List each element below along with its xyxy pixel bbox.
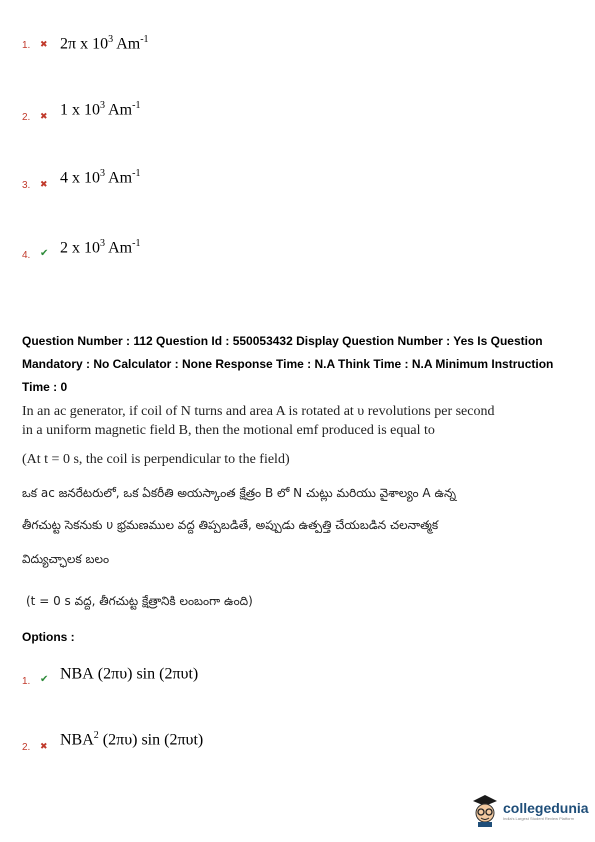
question-info-line: Time : 0 bbox=[22, 380, 68, 394]
prev-option-3 bbox=[22, 168, 140, 191]
question-info-line: Question Number : 112 Question Id : 550053432 Display Question Number : Yes Is Question bbox=[22, 334, 543, 348]
logo-name: collegedunia bbox=[503, 799, 589, 816]
option-1 bbox=[22, 664, 198, 687]
question-text-en bbox=[22, 402, 495, 469]
check-icon: ✔ bbox=[40, 674, 49, 685]
option-expression: 1 x $10^3$ $Am^{-1}$ bbox=[60, 100, 141, 119]
question-line: (At t = 0 s, the coil is perpendicular to the field) bbox=[22, 452, 290, 467]
option-number: 1. bbox=[22, 676, 31, 687]
check-icon: ✔ bbox=[40, 248, 49, 259]
option-number: 3. bbox=[22, 180, 31, 191]
mascot-icon bbox=[470, 793, 500, 827]
option-expression: 2 x $10^3$ $Am^{-1}$ bbox=[60, 238, 141, 257]
question-line: in a uniform magnetic field B, then the motional emf produced is equal to bbox=[22, 423, 435, 438]
cross-icon: ✖ bbox=[40, 180, 48, 190]
cross-icon: ✖ bbox=[40, 40, 48, 50]
question-text-te-2: తీగచుట్ట సెకనుకు υ భ్రమణముల వద్ద తిప్పబడితే, అప్పుడు ఉత్పత్తి చేయబడిన చలనాత్మక bbox=[22, 518, 439, 532]
option-expression: NBA (2πυ) sin (2πυt) bbox=[60, 665, 199, 683]
option-number: 2. bbox=[22, 112, 31, 123]
question-info bbox=[22, 330, 582, 399]
collegedunia-logo bbox=[470, 793, 589, 827]
option-number: 2. bbox=[22, 742, 31, 753]
question-text-te-1: ఒక ac జనరేటరులో, ఒక ఏకరీతి అయస్కాంత క్షేత్రం B లో N చుట్లు మరియు వైశాల్యం A ఉన్న bbox=[22, 486, 457, 500]
option-number: 4. bbox=[22, 250, 31, 261]
option-expression: 2π x $10^3$ $Am^{-1}$ bbox=[60, 34, 149, 53]
question-line: In an ac generator, if coil of N turns and area A is rotated at υ revolutions per second bbox=[22, 404, 495, 419]
cross-icon: ✖ bbox=[40, 742, 48, 752]
option-expression: NBA$^2$ (2πυ) sin (2πυt) bbox=[60, 730, 204, 749]
prev-option-1 bbox=[22, 34, 149, 53]
option-number: 1. bbox=[22, 40, 31, 51]
question-info-line: Mandatory : No Calculator : None Response Time : N.A Think Time : N.A Minimum Instruction bbox=[22, 357, 554, 371]
options-label: Options : bbox=[22, 630, 75, 644]
prev-option-2 bbox=[22, 100, 140, 123]
option-expression: 4 x $10^3$ $Am^{-1}$ bbox=[60, 168, 141, 187]
prev-option-4 bbox=[22, 238, 140, 261]
logo-tagline: India's Largest Student Review Platform bbox=[503, 815, 575, 821]
question-text-te-3: విద్యుచ్ఛాలక బలం bbox=[22, 552, 110, 566]
cross-icon: ✖ bbox=[40, 112, 48, 122]
question-text-te-4: (t = 0 s వద్ద, తీగచుట్ట క్షేత్రానికి లంబంగా ఉంది) bbox=[26, 594, 253, 608]
option-2 bbox=[22, 730, 203, 753]
